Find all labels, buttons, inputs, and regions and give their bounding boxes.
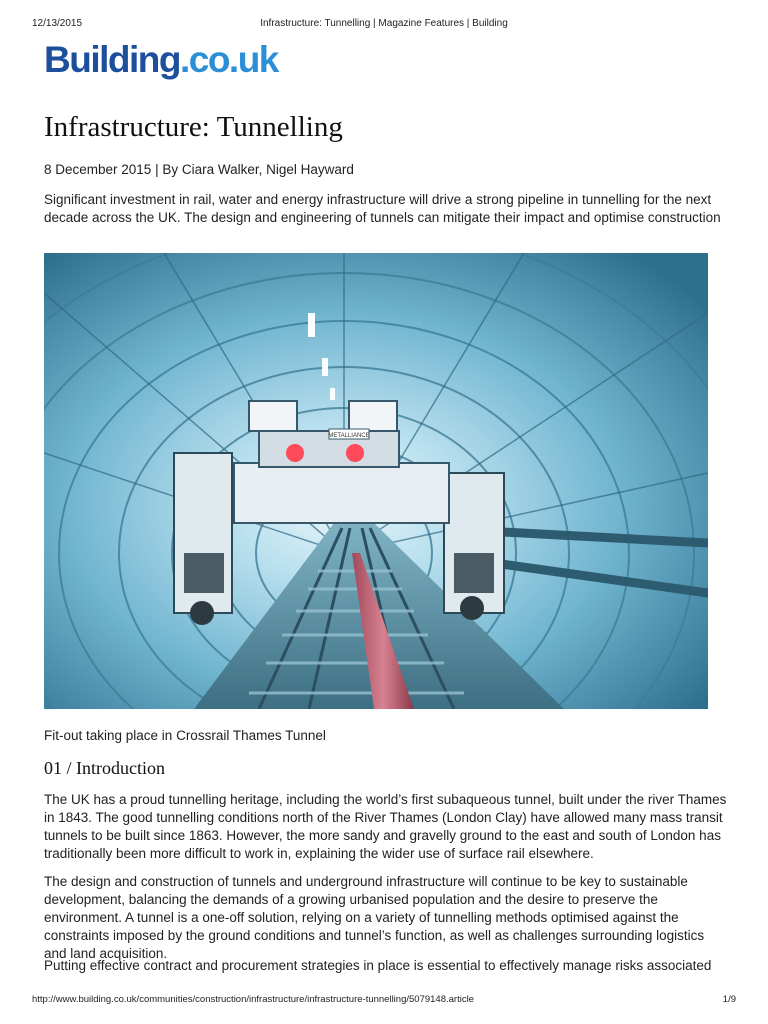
image-caption: Fit-out taking place in Crossrail Thames Tunnel (44, 728, 326, 743)
body-paragraph: The UK has a proud tunnelling heritage, including the world’s first subaqueous tunnel, built under the river Thames in 1843. The good tunnelling conditions north of the River Thames (London Clay) have allowed many mass transit tunnels to be built since 1863. However, the more sandy and gravelly ground to the east and south of London has traditionally been more difficult to work in, explaining the wider use of surface rail elsewhere. (44, 792, 727, 861)
logo-tld: .co.uk (179, 39, 278, 80)
hero-image (44, 253, 708, 709)
print-page-number: 1/9 (722, 994, 736, 1005)
print-url: http://www.building.co.uk/communities/construction/infrastructure/infrastructure-tunnelling/5079148.article (32, 994, 474, 1005)
body-paragraph: The design and construction of tunnels and underground infrastructure will continue to be key to sustainable development, balancing the demands of a growing urbanised population and the desire to preserve the environment. A tunnel is a one-off solution, relying on a variety of tunnelling methods optimised against the constraints imposed by the ground conditions and tunnel’s function, as well as challenges surrounding logistics and land acquisition. (44, 874, 705, 961)
body-paragraph: Putting effective contract and procurement strategies in place is essential to effectively manage risks associated (44, 958, 712, 973)
article-title: Infrastructure: Tunnelling (44, 111, 343, 143)
logo-brand: Building (44, 39, 180, 80)
article-byline: 8 December 2015 | By Ciara Walker, Nigel Hayward (44, 162, 354, 177)
print-date: 12/13/2015 (32, 18, 83, 29)
site-logo[interactable] (44, 38, 278, 82)
print-footer (0, 994, 768, 1008)
article-standfirst: Significant investment in rail, water and energy infrastructure will drive a strong pipeline in tunnelling for the next decade across the UK. The design and engineering of tunnels can mitigate their impact and optimise construction (44, 192, 721, 225)
print-page-title: Infrastructure: Tunnelling | Magazine Features | Building (260, 18, 508, 29)
print-header (0, 18, 768, 32)
equipment-sign-text: METALLIANCE (328, 433, 370, 439)
section-heading: 01 / Introduction (44, 758, 165, 778)
